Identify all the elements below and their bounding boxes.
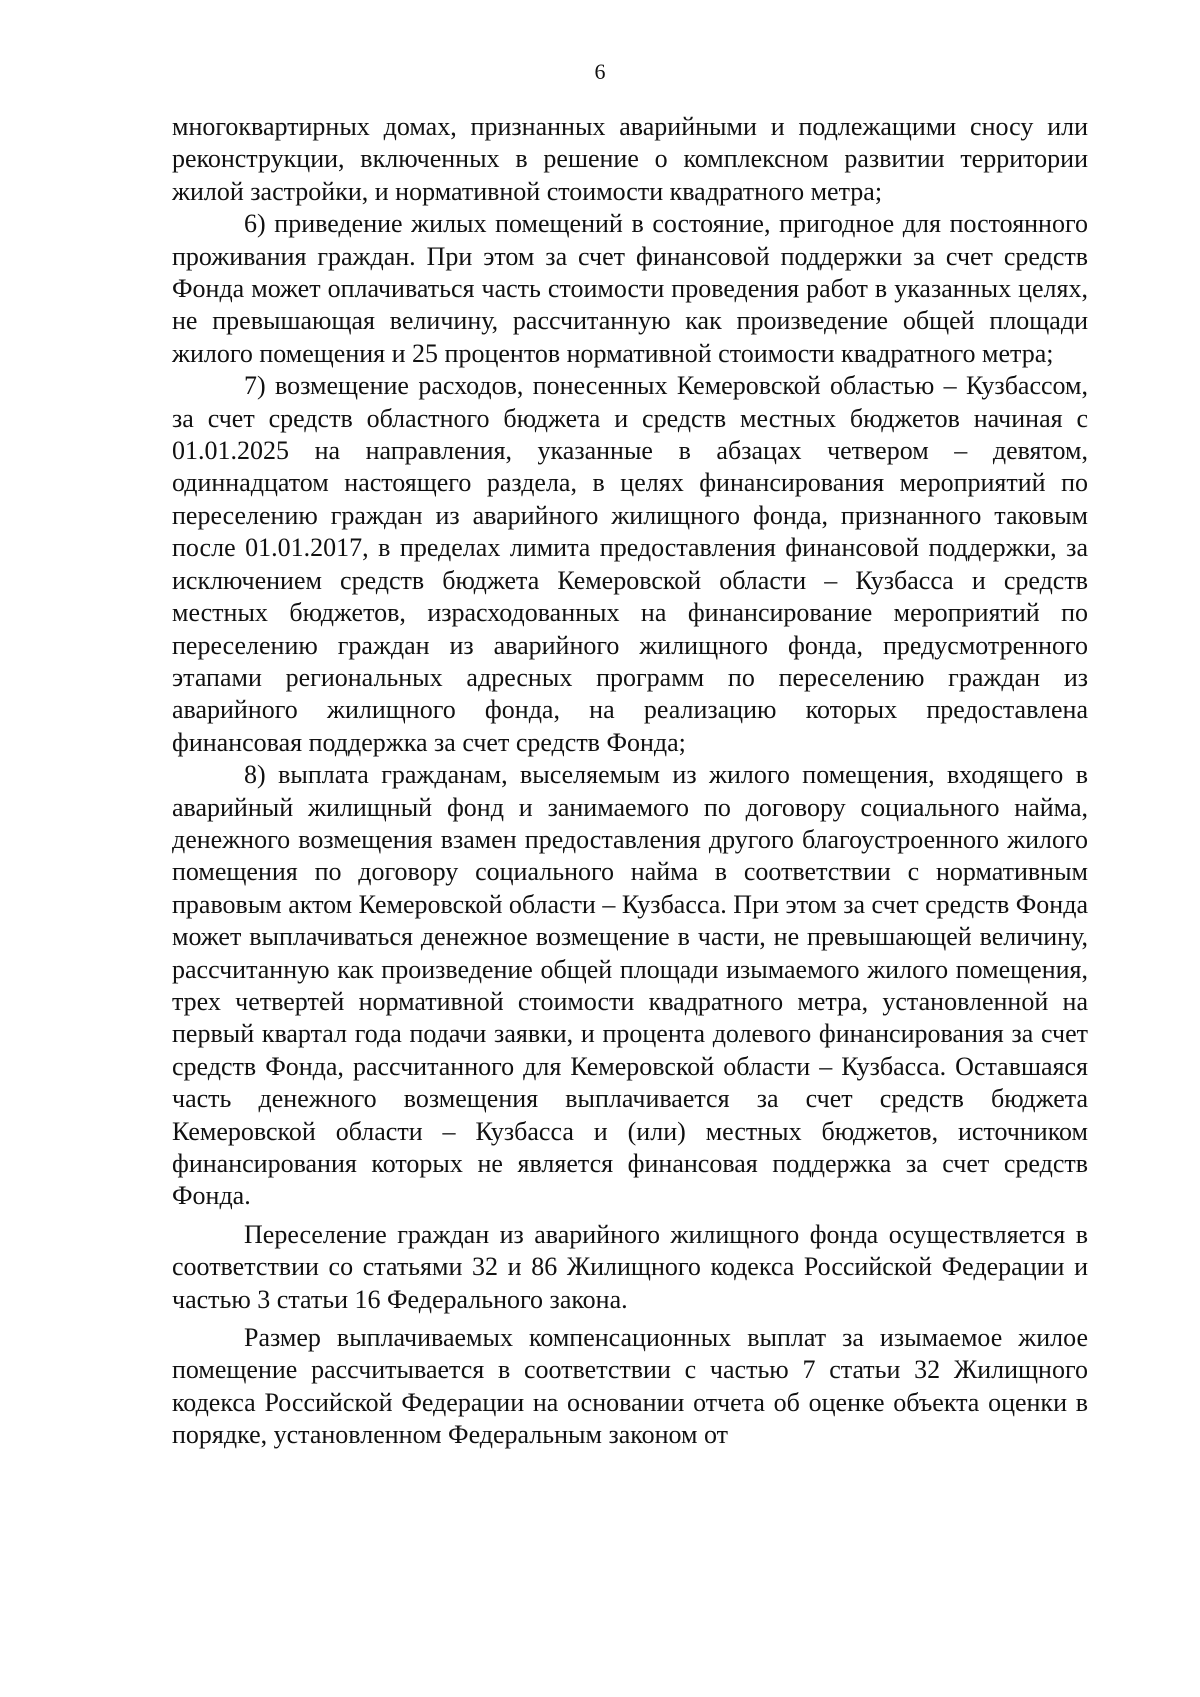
paragraph-item-6: 6) приведение жилых помещений в состояние, пригодное для постоянного проживания граждан. При этом за счет финансовой поддержки за счет средств Фонда может оплачиваться часть стоимости проведения работ в указанных целях, не превышающая величину, рассчитанную как произведение общей площади жилого помещения и 25 процентов нормативной стоимости квадратного метра; bbox=[172, 209, 1088, 368]
paragraph-resettlement: Переселение граждан из аварийного жилищного фонда осуществляется в соответствии со статьями 32 и 86 Жилищного кодекса Российской Федерации и частью 3 статьи 16 Федерального закона. bbox=[172, 1219, 1088, 1314]
document-body bbox=[172, 111, 1088, 1452]
paragraph-compensation: Размер выплачиваемых компенсационных выплат за изымаемое жилое помещение рассчитывается в соответствии с частью 7 статьи 32 Жилищного кодекса Российской Федерации на основании отчета об оценке объекта оценки в порядке, установленном Федеральным законом от bbox=[172, 1323, 1088, 1450]
paragraph-item-8: 8) выплата гражданам, выселяемым из жилого помещения, входящего в аварийный жилищный фонд и занимаемого по договору социального найма, денежного возмещения взамен предоставления другого благоустроенного жилого помещения по договору социального найма в соответствии с нормативным правовым актом Кемеровской области – Кузбасса. При этом за счет средств Фонда может выплачиваться денежное возмещение в части, не превышающей величину, рассчитанную как произведение общей площади изымаемого жилого помещения, трех четвертей нормативной стоимости квадратного метра, установленной на первый квартал года подачи заявки, и процента долевого финансирования за счет средств Фонда, рассчитанного для Кемеровской области – Кузбасса. Оставшаяся часть денежного возмещения выплачивается за счет средств бюджета Кемеровской области – Кузбасса и (или) местных бюджетов, источником финансирования которых не является финансовая поддержка за счет средств Фонда. bbox=[172, 760, 1088, 1211]
page-number: 6 bbox=[594, 59, 606, 84]
paragraph-item-7: 7) возмещение расходов, понесенных Кемеровской областью – Кузбассом, за счет средств областного бюджета и средств местных бюджетов начиная с 01.01.2025 на направления, указанные в абзацах четвером – девятом, одиннадцатом настоящего раздела, в целях финансирования мероприятий по переселению граждан из аварийного жилищного фонда, признанного таковым после 01.01.2017, в пределах лимита предоставления финансовой поддержки, за исключением средств бюджета Кемеровской области – Кузбасса и средств местных бюджетов, израсходованных на финансирование мероприятий по переселению граждан из аварийного жилищного фонда, предусмотренного этапами региональных адресных программ по переселению граждан из аварийного жилищного фонда, на реализацию которых предоставлена финансовая поддержка за счет средств Фонда; bbox=[172, 371, 1088, 757]
paragraph-continuation: многоквартирных домах, признанных аварийными и подлежащими сносу или реконструкции, включенных в решение о комплексном развитии территории жилой застройки, и нормативной стоимости квадратного метра; bbox=[172, 112, 1088, 206]
